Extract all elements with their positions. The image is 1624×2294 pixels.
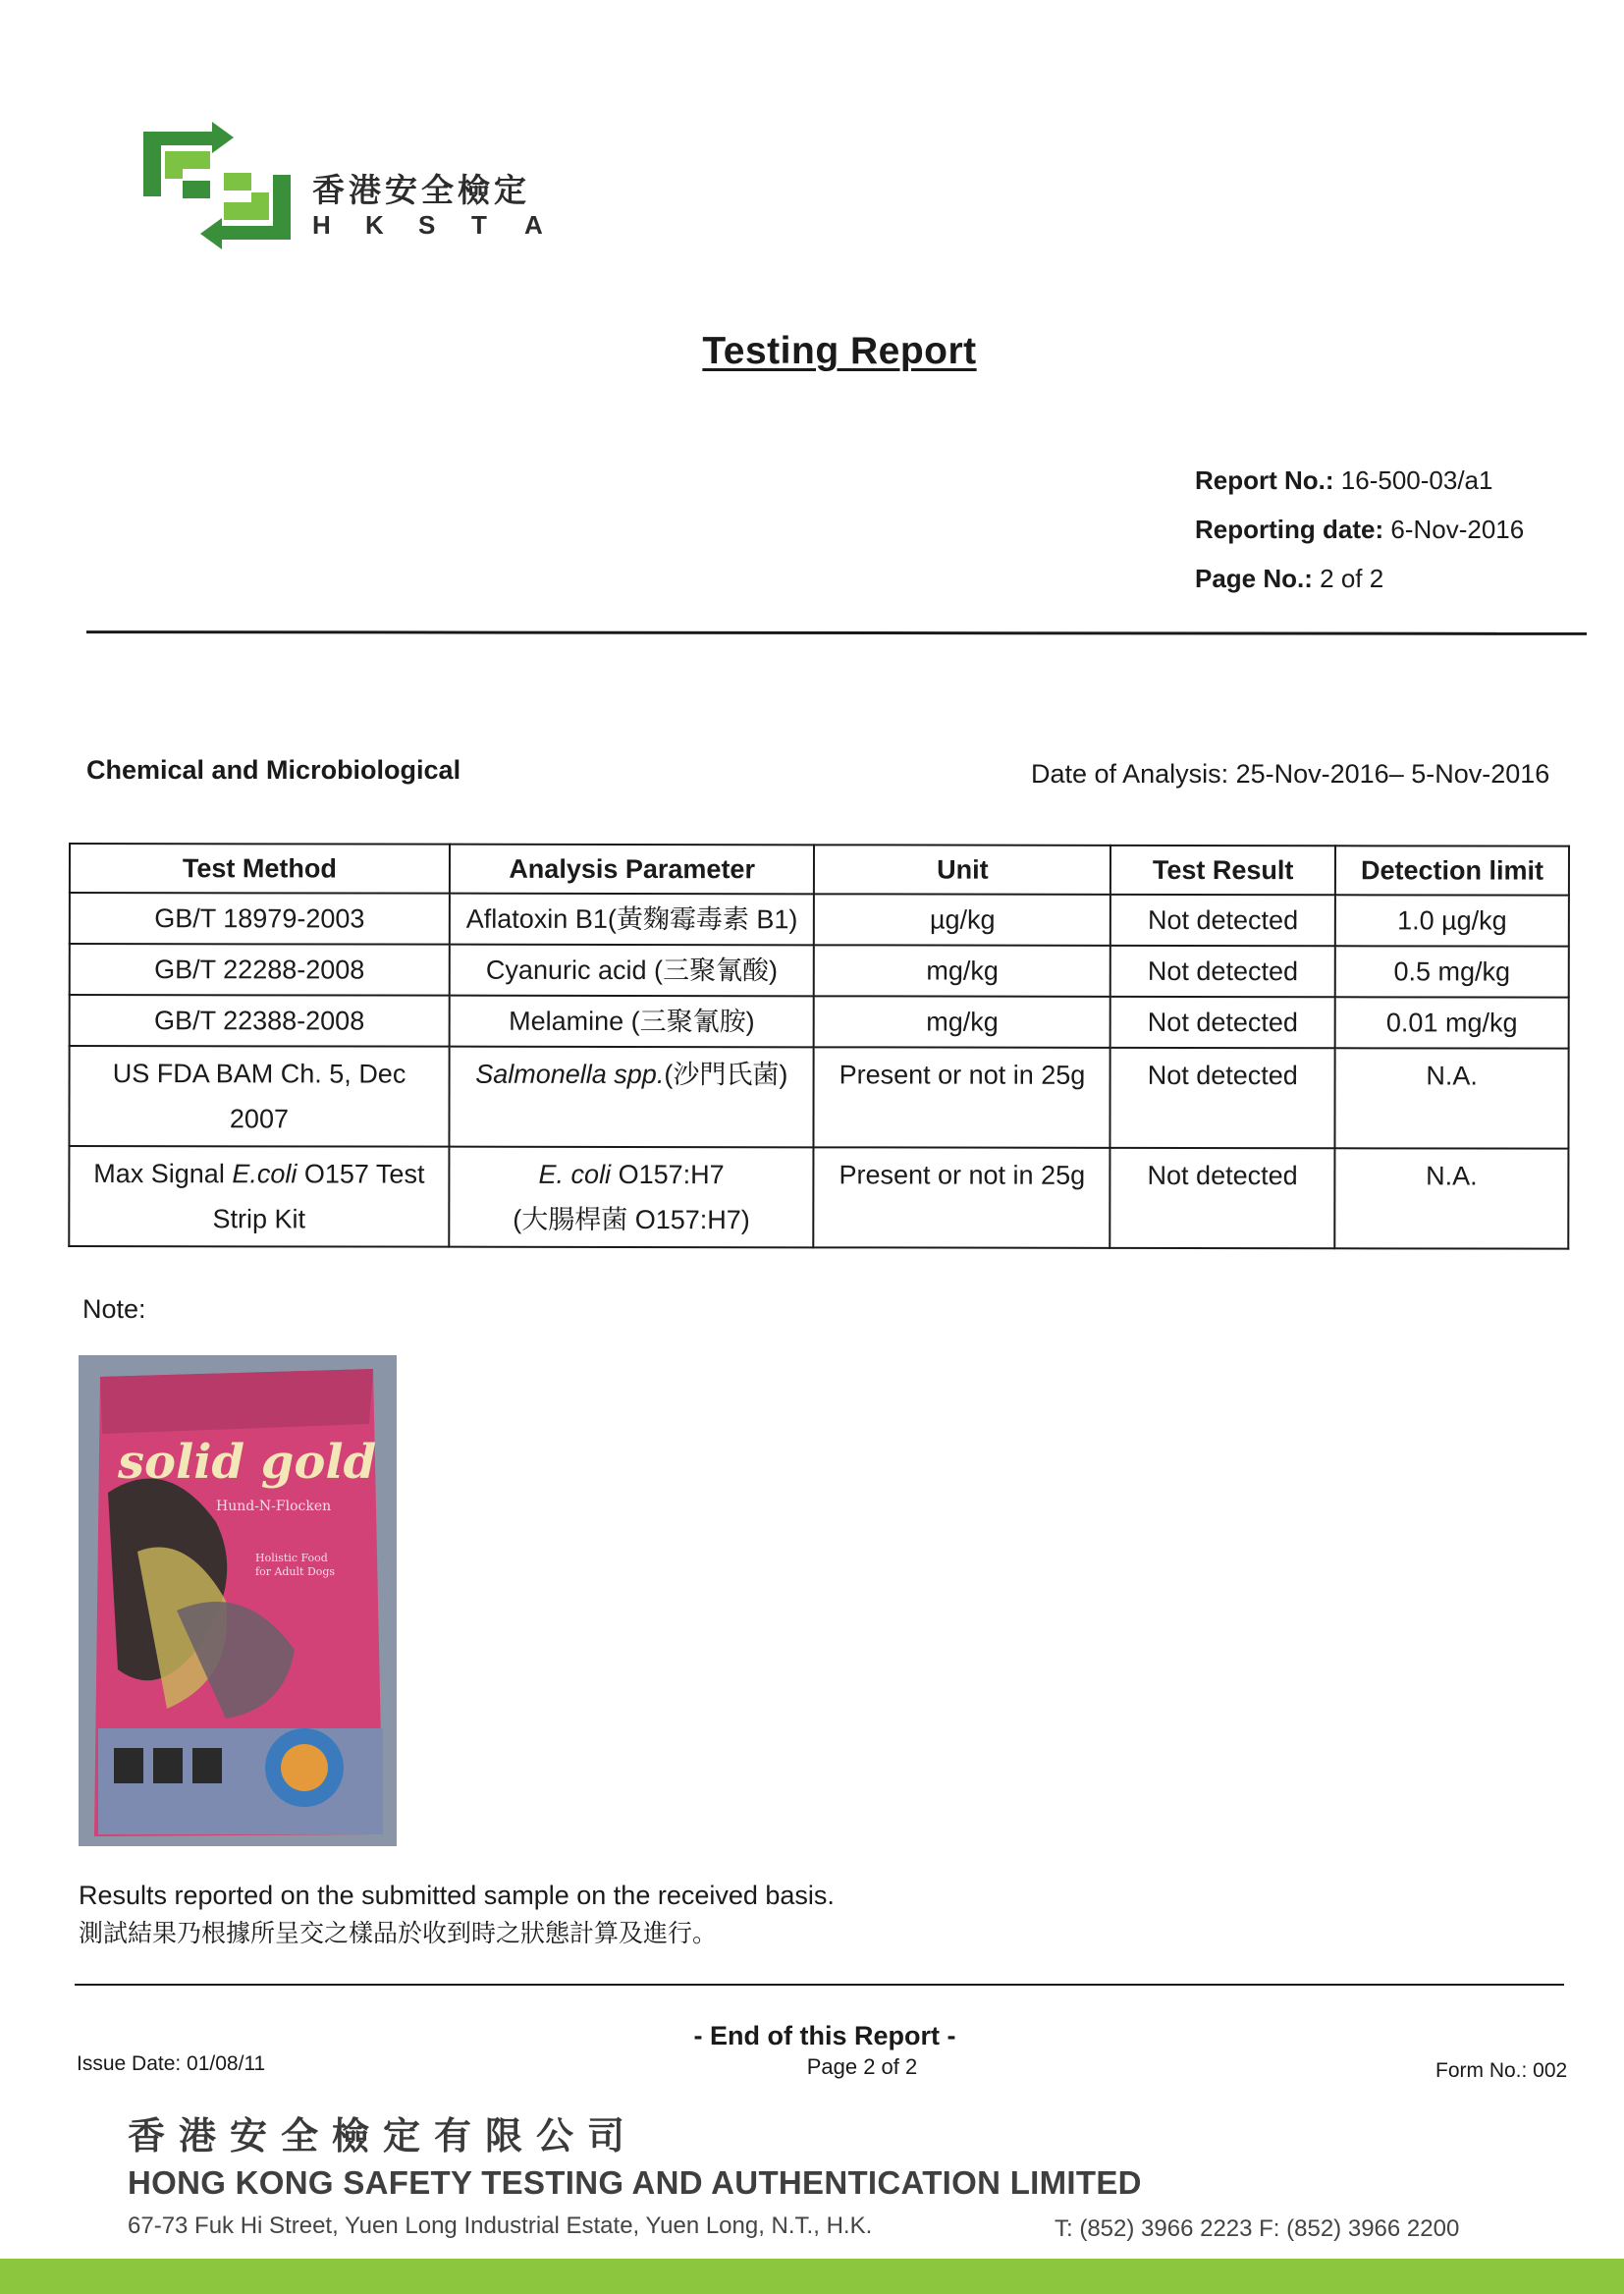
detection-limit-cell: 0.5 mg/kg [1335,946,1569,997]
product-line: Holistic Food [255,1552,328,1564]
logo-letter: H [312,210,331,240]
unit-cell: mg/kg [814,945,1110,997]
analysis-parameter-cell: Aflatoxin B1(黃麴霉毒素 B1) [450,894,815,946]
test-method-cell [69,1146,449,1247]
test-result-cell: Not detected [1110,1048,1335,1148]
organism-name: Salmonella spp. [475,1059,665,1090]
detection-limit-cell: 0.01 mg/kg [1335,997,1569,1048]
logo-letter: A [524,210,543,240]
organism-strain: O157:H7 [611,1159,725,1190]
method-pre: Max Signal [93,1159,233,1189]
end-of-report: - End of this Report - [693,2021,956,2050]
table-row [69,1046,1568,1149]
reporting-date-label: Reporting date: [1195,515,1384,544]
unit-cell: Present or not in 25g [814,1147,1110,1248]
test-result-cell: Not detected [1110,997,1335,1048]
company-name-english: HONG KONG SAFETY TESTING AND AUTHENTICATION LIMITED [128,2164,1142,2201]
column-header: Test Result [1110,846,1335,895]
result-note-chinese: 測試結果乃根據所呈交之樣品於收到時之狀態計算及進行。 [79,1919,718,1947]
column-header: Analysis Parameter [450,845,815,895]
test-method-cell: GB/T 22388-2008 [70,995,450,1047]
product-photo [79,1355,397,1846]
report-number-value: 16-500-03/a1 [1340,465,1493,495]
company-name-chinese: 香港安全檢定有限公司 [128,2114,639,2157]
report-number [1195,465,1492,496]
table-header-row [70,844,1569,896]
analysis-date: Date of Analysis: 25-Nov-2016– 5-Nov-2016 [1031,759,1550,789]
results-table [68,843,1570,1250]
test-result-cell: Not detected [1110,1148,1335,1248]
footer-page-number: Page 2 of 2 [806,2054,918,2079]
logo-letter: S [418,210,436,240]
logo-letter: T [471,210,487,240]
test-method-cell [69,1046,449,1147]
detection-limit-cell: N.A. [1334,1148,1568,1248]
unit-cell: Present or not in 25g [814,1047,1110,1148]
product-line: Hund-N-Flocken [216,1499,332,1514]
column-header: Detection limit [1335,846,1569,895]
organism-name: E. coli [538,1159,612,1189]
page-number-value: 2 of 2 [1320,564,1384,593]
report-number-label: Report No.: [1195,465,1334,495]
column-header: Test Method [70,844,450,894]
reporting-date [1195,515,1524,545]
logo-chinese-name: 香港安全檢定 [312,171,530,209]
table-row [70,893,1569,947]
unit-cell: mg/kg [814,996,1110,1048]
method-italic: E.coli [232,1159,298,1189]
detection-limit-cell: N.A. [1335,1048,1569,1148]
unit-cell: µg/kg [814,894,1110,946]
table-row [70,944,1569,998]
method-post: O157 Test [297,1159,425,1189]
issue-date: Issue Date: 01/08/11 [77,2052,266,2075]
test-result-cell: Not detected [1110,946,1335,997]
product-brand: solid gold [118,1435,377,1490]
analysis-parameter-cell [449,1147,814,1248]
company-phone-fax: T: (852) 3966 2223 F: (852) 3966 2200 [1055,2215,1460,2242]
result-note-english: Results reported on the submitted sample on the received basis. [79,1881,835,1910]
analysis-parameter-cell [449,1047,814,1148]
hksta-logo-icon [143,122,291,249]
page-number-label: Page No.: [1195,564,1313,593]
organism-cn: (沙門氏菌) [664,1060,788,1090]
footer-divider [75,1984,1564,1986]
report-title: Testing Report [702,330,977,372]
company-address: 67-73 Fuk Hi Street, Yuen Long Industrial Estate, Yuen Long, N.T., H.K. [128,2212,873,2239]
footer-color-bar [0,2259,1624,2294]
logo-letter: K [365,210,384,240]
form-number: Form No.: 002 [1435,2059,1568,2082]
test-result-cell: Not detected [1110,895,1335,946]
method-line: Strip Kit [212,1204,306,1234]
logo-letters [312,210,577,241]
page-number [1195,564,1383,594]
detection-limit-cell: 1.0 µg/kg [1335,895,1569,946]
analysis-parameter-cell: Melamine (三聚氰胺) [450,996,815,1048]
table-row [70,995,1569,1049]
test-method-cell: GB/T 18979-2003 [70,893,450,945]
method-line: US FDA BAM Ch. 5, Dec [112,1059,406,1089]
method-line: 2007 [229,1104,290,1134]
organism-cn: (大腸桿菌 O157:H7) [513,1204,750,1235]
test-method-cell: GB/T 22288-2008 [70,944,450,996]
reporting-date-value: 6-Nov-2016 [1390,515,1525,544]
header-divider [86,630,1587,635]
section-title: Chemical and Microbiological [86,755,461,785]
column-header: Unit [814,845,1110,895]
analysis-parameter-cell: Cyanuric acid (三聚氰酸) [450,945,815,997]
product-line: for Adult Dogs [255,1565,336,1578]
table-row [69,1146,1568,1249]
note-label: Note: [82,1294,146,1324]
